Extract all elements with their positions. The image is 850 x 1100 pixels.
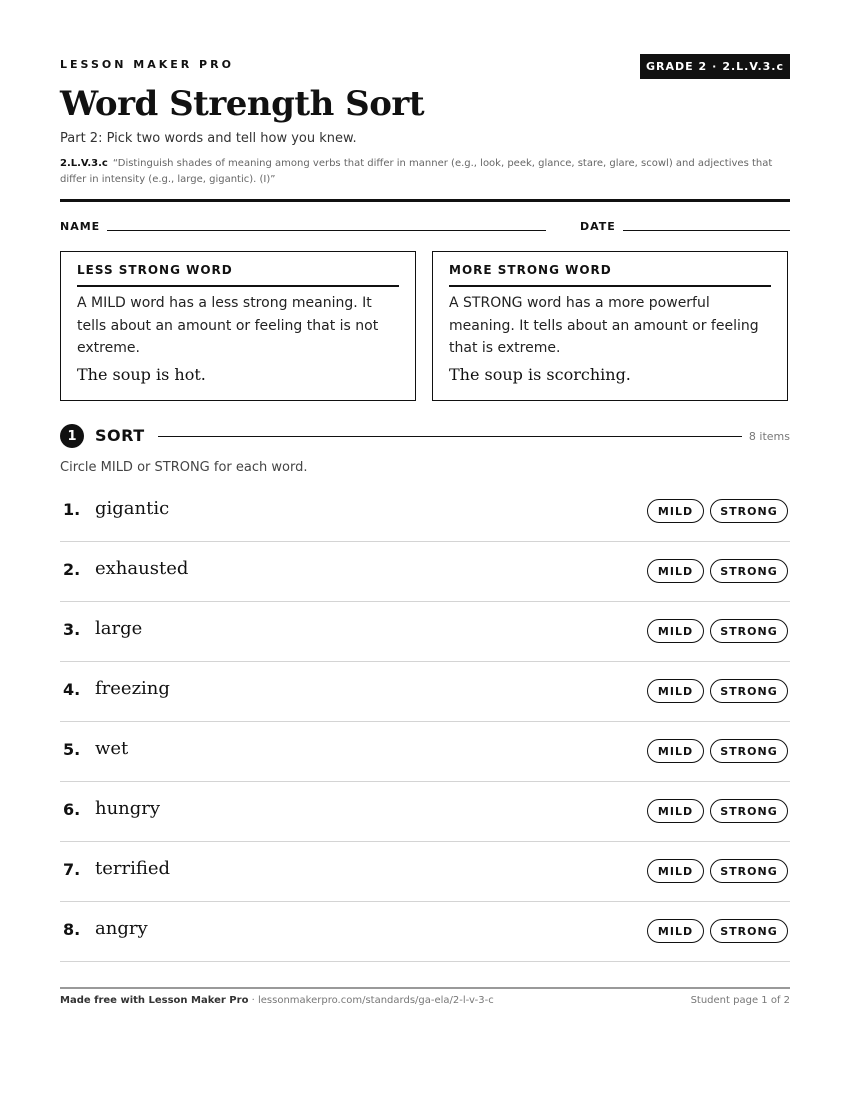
footer-separator: · (251, 995, 255, 1006)
item-number: 6. (63, 800, 81, 819)
strong-definition-card (432, 251, 788, 401)
card-description: A MILD word has a less strong meaning. It tells about an amount or feeling that is not extreme. (77, 295, 379, 356)
card-title: MORE STRONG WORD (449, 263, 771, 287)
item-number: 2. (63, 560, 81, 579)
word-item (60, 842, 790, 902)
name-field[interactable] (107, 230, 546, 231)
word-item (60, 722, 790, 782)
word-list (60, 482, 790, 962)
strong-choice[interactable]: STRONG (710, 619, 788, 643)
sort-instructions: Circle MILD or STRONG for each word. (60, 460, 308, 475)
brand-name: LESSON MAKER PRO (60, 58, 234, 71)
word-item (60, 602, 790, 662)
item-word: exhausted (95, 558, 189, 579)
item-word: freezing (95, 678, 170, 699)
date-field[interactable] (623, 230, 790, 231)
item-count: 8 items (748, 430, 790, 443)
strong-choice[interactable]: STRONG (710, 919, 788, 943)
item-number: 5. (63, 740, 81, 759)
word-item (60, 902, 790, 962)
standard-code-badge: 2.L.V.3.c (722, 60, 784, 73)
item-word: hungry (95, 798, 161, 819)
strong-choice[interactable]: STRONG (710, 859, 788, 883)
strong-choice[interactable]: STRONG (710, 679, 788, 703)
standard-text: “Distinguish shades of meaning among verbs that differ in manner (e.g., look, peek, glance, stare, glare, scowl) and adjectives that differ in intensity (e.g., large, gigantic). (I)” (60, 158, 773, 185)
page-indicator: Student page 1 of 2 (690, 995, 790, 1006)
section-divider (158, 436, 742, 437)
standard-code: 2.L.V.3.c (60, 158, 108, 169)
name-label: NAME (60, 220, 101, 233)
worksheet-page (60, 0, 790, 1100)
step-number-badge: 1 (60, 424, 84, 448)
card-title: LESS STRONG WORD (77, 263, 399, 287)
mild-choice[interactable]: MILD (647, 919, 704, 943)
item-number: 8. (63, 920, 81, 939)
item-word: large (95, 618, 143, 639)
header-divider (60, 199, 790, 202)
section-title: SORT (95, 426, 145, 445)
strong-choice[interactable]: STRONG (710, 739, 788, 763)
mild-definition-card (60, 251, 416, 401)
mild-choice[interactable]: MILD (647, 619, 704, 643)
item-number: 3. (63, 620, 81, 639)
grade-label: GRADE 2 (646, 60, 708, 73)
strong-choice[interactable]: STRONG (710, 799, 788, 823)
sort-section-header (60, 424, 790, 448)
mild-choice[interactable]: MILD (647, 739, 704, 763)
item-number: 4. (63, 680, 81, 699)
word-item (60, 662, 790, 722)
footer-divider (60, 987, 790, 989)
mild-choice[interactable]: MILD (647, 799, 704, 823)
footer-credit (60, 995, 494, 1006)
item-number: 7. (63, 860, 81, 879)
footer-url[interactable]: lessonmakerpro.com/standards/ga-ela/2-l-v-3-c (258, 995, 494, 1006)
mild-choice[interactable]: MILD (647, 859, 704, 883)
item-word: gigantic (95, 498, 170, 519)
grade-badge (640, 54, 790, 79)
footer-brand-credit: Made free with Lesson Maker Pro (60, 995, 249, 1006)
name-date-row (60, 219, 790, 235)
item-number: 1. (63, 500, 81, 519)
card-example: The soup is hot. (77, 364, 206, 384)
strong-choice[interactable]: STRONG (710, 499, 788, 523)
word-item (60, 482, 790, 542)
strong-choice[interactable]: STRONG (710, 559, 788, 583)
mild-choice[interactable]: MILD (647, 679, 704, 703)
mild-choice[interactable]: MILD (647, 499, 704, 523)
worksheet-subtitle: Part 2: Pick two words and tell how you knew. (60, 131, 357, 146)
mild-choice[interactable]: MILD (647, 559, 704, 583)
card-example: The soup is scorching. (449, 364, 631, 384)
item-word: angry (95, 918, 148, 939)
grade-separator: · (712, 60, 718, 73)
standard-description (60, 156, 780, 188)
card-description: A STRONG word has a more powerful meaning. It tells about an amount or feeling that is extreme. (449, 295, 759, 356)
word-item (60, 542, 790, 602)
date-label: DATE (580, 220, 616, 233)
item-word: wet (95, 738, 129, 759)
worksheet-title: Word Strength Sort (60, 84, 425, 124)
word-item (60, 782, 790, 842)
item-word: terrified (95, 858, 171, 879)
